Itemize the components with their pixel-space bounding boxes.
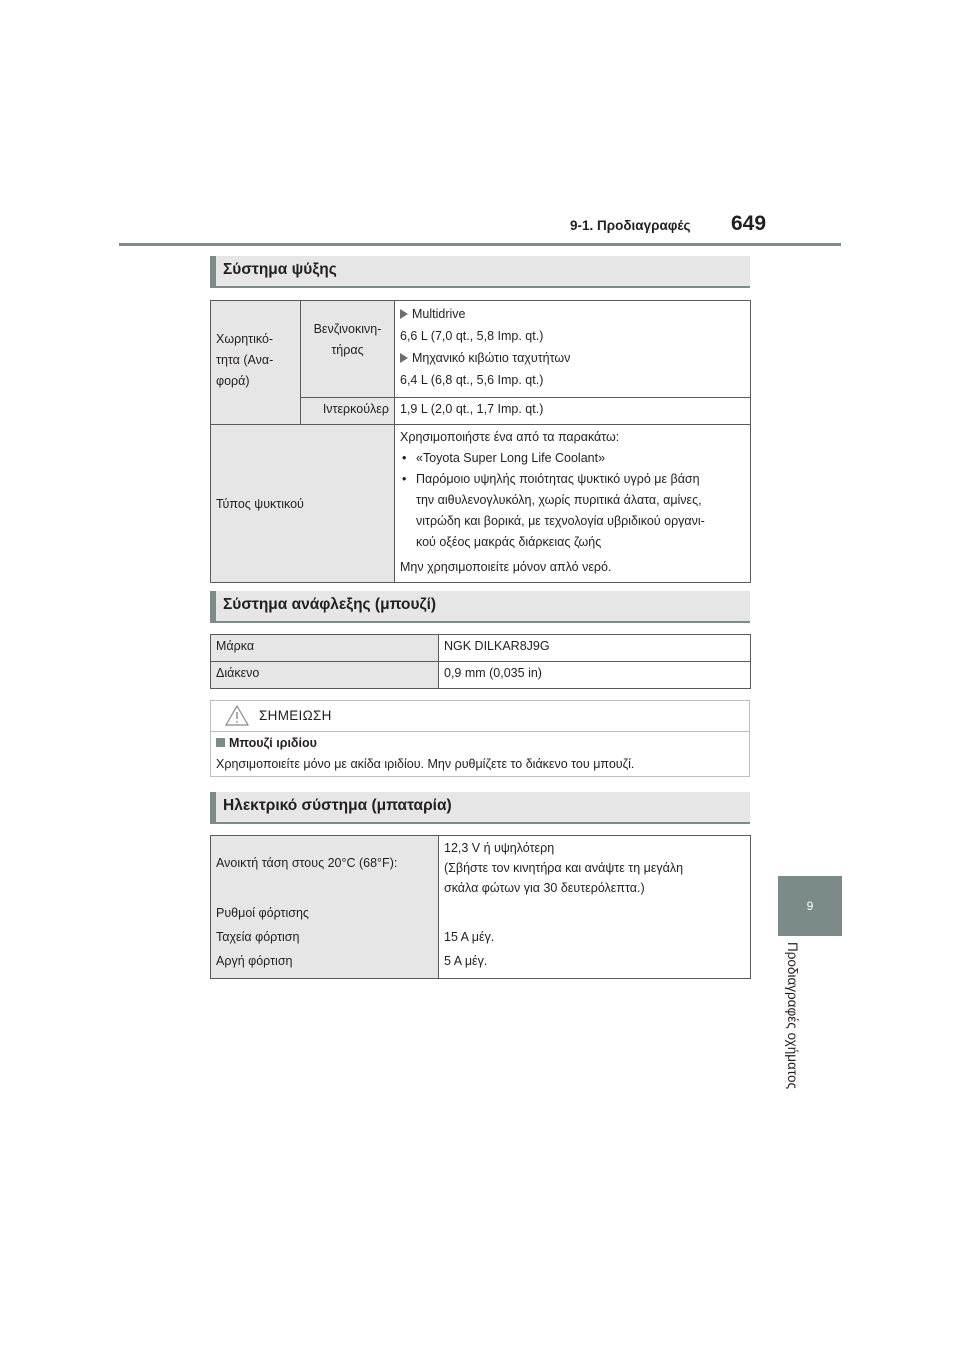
table-row <box>211 635 751 662</box>
warning-triangle-icon <box>225 705 249 726</box>
heading-accent-bar <box>210 591 216 621</box>
coolant-bullet <box>400 469 745 553</box>
slow-charge-label: Αργή φόρτιση <box>216 954 293 968</box>
capacity-label-line: τητα (Ανα- <box>216 353 274 367</box>
multidrive-value: 6,6 L (7,0 qt., 5,8 Imp. qt.) <box>400 329 544 343</box>
capacity-label-cell <box>211 301 301 425</box>
capacity-label-line: Χωρητικό- <box>216 332 274 346</box>
make-value: NGK DILKAR8J9G <box>444 639 550 653</box>
quick-charge-label: Ταχεία φόρτιση <box>216 930 300 944</box>
header-rule <box>119 243 841 246</box>
arrow-right-icon <box>400 353 408 363</box>
intercooler-label: Ιντερκούλερ <box>322 402 389 416</box>
coolant-intro: Χρησιμοποιήστε ένα από τα παρακάτω: <box>400 430 620 444</box>
charging-rates-label: Ρυθμοί φόρτισης <box>216 906 309 920</box>
electrical-section-heading <box>210 792 750 824</box>
gasoline-label-line: τήρας <box>331 343 364 357</box>
manual-label <box>400 347 745 369</box>
cooling-table <box>210 300 751 583</box>
coolant-type-label: Τύπος ψυκτικού <box>216 496 304 511</box>
intercooler-value-cell <box>395 398 751 425</box>
make-label: Μάρκα <box>216 639 255 653</box>
open-voltage-values <box>444 838 683 898</box>
running-header-section: 9-1. Προδιαγραφές <box>570 218 691 233</box>
gap-label-cell <box>211 662 439 689</box>
coolant-bullet-line: την αιθυλενογλυκόλη, χωρίς πυριτικά άλατα, αμίνες, <box>416 493 702 507</box>
battery-values-cell <box>439 836 751 979</box>
table-row <box>211 301 751 398</box>
ignition-table <box>210 634 751 689</box>
manual-value: 6,4 L (6,8 qt., 5,6 Imp. qt.) <box>400 373 544 387</box>
square-bullet-icon <box>216 738 225 747</box>
gasoline-label-line: Βενζινοκινη- <box>313 322 382 336</box>
gap-label: Διάκενο <box>216 666 260 680</box>
arrow-right-icon <box>400 309 408 319</box>
coolant-bullet: • «Toyota Super Long Life Coolant» <box>400 448 745 469</box>
coolant-warning: Μην χρησιμοποιείτε μόνον απλό νερό. <box>400 560 612 574</box>
multidrive-label <box>400 303 745 325</box>
open-voltage-line: (Σβήστε τον κινητήρα και ανάψτε τη μεγάλη <box>444 861 684 875</box>
chapter-tab: 9 <box>778 876 842 936</box>
coolant-bullet-line: νιτρώδη και βορικά, με τεχνολογία υβριδικού οργανι- <box>416 514 705 528</box>
note-subheading-text: Μπουζί ιριδίου <box>229 736 317 750</box>
multidrive-label-text: Multidrive <box>412 307 466 321</box>
note-text: Χρησιμοποιείτε μόνο με ακίδα ιριδίου. Μην ρυθμίζετε το διάκενο του μπουζί. <box>216 757 635 771</box>
coolant-bullet-line: κού οξέος μακράς διάρκειας ζωής <box>416 535 602 549</box>
table-row <box>211 662 751 689</box>
note-header <box>211 701 749 732</box>
electrical-table <box>210 835 751 979</box>
gasoline-engine-label-cell <box>301 301 395 398</box>
table-row <box>211 836 751 979</box>
cooling-title: Σύστημα ψύξης <box>223 261 337 278</box>
open-voltage-label: Ανοικτή τάση στους 20°C (68°F): <box>216 856 398 870</box>
table-row <box>211 425 751 583</box>
intercooler-value: 1,9 L (2,0 qt., 1,7 Imp. qt.) <box>400 402 544 416</box>
quick-charge-value: 15 A μέγ. <box>444 930 495 944</box>
slow-charge-value: 5 A μέγ. <box>444 954 488 968</box>
cooling-section-heading <box>210 256 750 288</box>
gasoline-values-cell <box>395 301 751 398</box>
heading-accent-bar <box>210 256 216 286</box>
note-box <box>210 700 750 777</box>
open-voltage-line: σκάλα φώτων για 30 δευτερόλεπτα.) <box>444 881 645 895</box>
open-voltage-line: 12,3 V ή υψηλότερη <box>444 841 555 855</box>
make-label-cell <box>211 635 439 662</box>
battery-labels-cell <box>211 836 439 979</box>
intercooler-label-cell <box>301 398 395 425</box>
electrical-title: Ηλεκτρικό σύστημα (μπαταρία) <box>223 797 452 814</box>
capacity-label-line: φορά) <box>216 374 250 388</box>
manual-label-text: Μηχανικό κιβώτιο ταχυτήτων <box>412 351 571 365</box>
coolant-bullet-line: • Παρόμοιο υψηλής ποιότητας ψυκτικό υγρό με βάση <box>416 472 700 486</box>
make-value-cell <box>439 635 751 662</box>
heading-accent-bar <box>210 792 216 822</box>
note-heading: ΣΗΜΕΙΩΣΗ <box>259 708 332 723</box>
note-subheading <box>216 736 317 750</box>
chapter-tab-title <box>778 942 812 1122</box>
ignition-section-heading <box>210 591 750 623</box>
ignition-title: Σύστημα ανάφλεξης (μπουζί) <box>223 596 437 613</box>
gap-value: 0,9 mm (0,035 in) <box>444 666 542 680</box>
coolant-type-label-cell <box>211 425 395 583</box>
chapter-title-text: Προδιαγραφές οχήματος <box>785 942 800 1089</box>
page-number: 649 <box>731 212 767 235</box>
gap-value-cell <box>439 662 751 689</box>
coolant-type-value-cell <box>395 425 751 583</box>
